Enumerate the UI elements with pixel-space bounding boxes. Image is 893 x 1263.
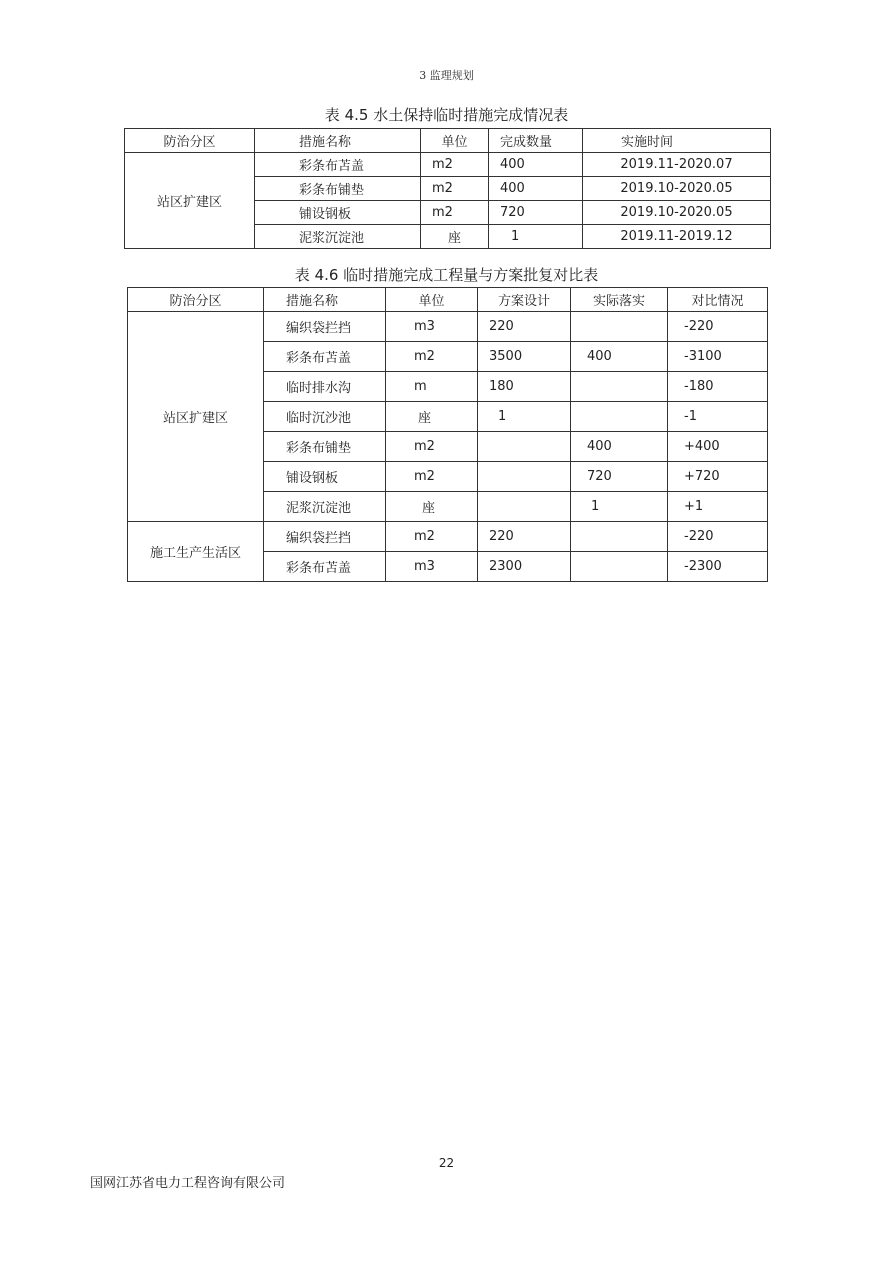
unit-cell: 座 — [421, 225, 489, 249]
header-cell-unit: 单位 — [386, 288, 478, 312]
running-header: 3 监理规划 — [419, 69, 474, 82]
diff-cell: -2300 — [668, 552, 768, 582]
unit-cell: m3 — [386, 312, 478, 342]
unit-cell: m2 — [421, 201, 489, 225]
design-cell: 220 — [478, 312, 571, 342]
qty-cell: 1 — [489, 225, 583, 249]
actual-cell — [571, 312, 668, 342]
diff-cell: -3100 — [668, 342, 768, 372]
page-number: 22 — [438, 1156, 455, 1170]
qty-cell: 720 — [489, 201, 583, 225]
unit-cell: 座 — [386, 402, 478, 432]
unit-cell: m — [386, 372, 478, 402]
actual-cell — [571, 522, 668, 552]
unit-cell: m2 — [421, 153, 489, 177]
measure-cell: 编织袋拦挡 — [264, 522, 386, 552]
header-cell-actual: 实际落实 — [571, 288, 668, 312]
unit-cell: m2 — [421, 177, 489, 201]
diff-cell: -220 — [668, 312, 768, 342]
design-cell: 2300 — [478, 552, 571, 582]
table-4-6-caption: 表 4.6 临时措施完成工程量与方案批复对比表 — [294, 266, 599, 284]
measure-cell: 编织袋拦挡 — [264, 312, 386, 342]
header-cell-zone: 防治分区 — [128, 288, 264, 312]
table-header-row — [125, 129, 771, 153]
period-cell: 2019.11-2020.07 — [583, 153, 771, 177]
zone-cell: 站区扩建区 — [125, 153, 255, 249]
actual-cell: 720 — [571, 462, 668, 492]
footer-company: 国网江苏省电力工程咨询有限公司 — [90, 1176, 286, 1191]
measure-cell: 彩条布苫盖 — [264, 342, 386, 372]
measure-cell: 铺设钢板 — [255, 201, 421, 225]
measure-cell: 临时排水沟 — [264, 372, 386, 402]
diff-cell: +400 — [668, 432, 768, 462]
measure-cell: 铺设钢板 — [264, 462, 386, 492]
actual-cell: 400 — [571, 432, 668, 462]
diff-cell: -180 — [668, 372, 768, 402]
unit-cell: 座 — [386, 492, 478, 522]
diff-cell: +720 — [668, 462, 768, 492]
unit-cell: m2 — [386, 522, 478, 552]
period-cell: 2019.11-2019.12 — [583, 225, 771, 249]
table-4-6 — [127, 287, 768, 582]
header-cell-design: 方案设计 — [478, 288, 571, 312]
measure-cell: 彩条布铺垫 — [264, 432, 386, 462]
design-cell — [478, 462, 571, 492]
measure-cell: 临时沉沙池 — [264, 402, 386, 432]
table-4-5-caption: 表 4.5 水土保持临时措施完成情况表 — [324, 106, 569, 124]
actual-cell — [571, 402, 668, 432]
unit-cell: m3 — [386, 552, 478, 582]
table-row — [128, 312, 768, 342]
diff-cell: -1 — [668, 402, 768, 432]
header-cell-unit: 单位 — [421, 129, 489, 153]
design-cell: 180 — [478, 372, 571, 402]
period-cell: 2019.10-2020.05 — [583, 201, 771, 225]
zone-cell: 施工生产生活区 — [128, 522, 264, 582]
diff-cell: -220 — [668, 522, 768, 552]
measure-cell: 泥浆沉淀池 — [255, 225, 421, 249]
table-row — [125, 153, 771, 177]
measure-cell: 彩条布苫盖 — [255, 153, 421, 177]
header-cell-measure: 措施名称 — [264, 288, 386, 312]
design-cell: 1 — [478, 402, 571, 432]
qty-cell: 400 — [489, 153, 583, 177]
unit-cell: m2 — [386, 462, 478, 492]
qty-cell: 400 — [489, 177, 583, 201]
unit-cell: m2 — [386, 342, 478, 372]
actual-cell — [571, 372, 668, 402]
header-cell-measure: 措施名称 — [255, 129, 421, 153]
header-cell-period: 实施时间 — [583, 129, 771, 153]
design-cell: 3500 — [478, 342, 571, 372]
header-cell-qty: 完成数量 — [489, 129, 583, 153]
header-cell-diff: 对比情况 — [668, 288, 768, 312]
actual-cell: 400 — [571, 342, 668, 372]
diff-cell: +1 — [668, 492, 768, 522]
table-header-row — [128, 288, 768, 312]
table-row — [128, 522, 768, 552]
table-4-5 — [124, 128, 771, 249]
design-cell — [478, 492, 571, 522]
unit-cell: m2 — [386, 432, 478, 462]
measure-cell: 泥浆沉淀池 — [264, 492, 386, 522]
actual-cell — [571, 552, 668, 582]
measure-cell: 彩条布苫盖 — [264, 552, 386, 582]
period-cell: 2019.10-2020.05 — [583, 177, 771, 201]
actual-cell: 1 — [571, 492, 668, 522]
header-cell-zone: 防治分区 — [125, 129, 255, 153]
design-cell — [478, 432, 571, 462]
design-cell: 220 — [478, 522, 571, 552]
measure-cell: 彩条布铺垫 — [255, 177, 421, 201]
zone-cell: 站区扩建区 — [128, 312, 264, 522]
